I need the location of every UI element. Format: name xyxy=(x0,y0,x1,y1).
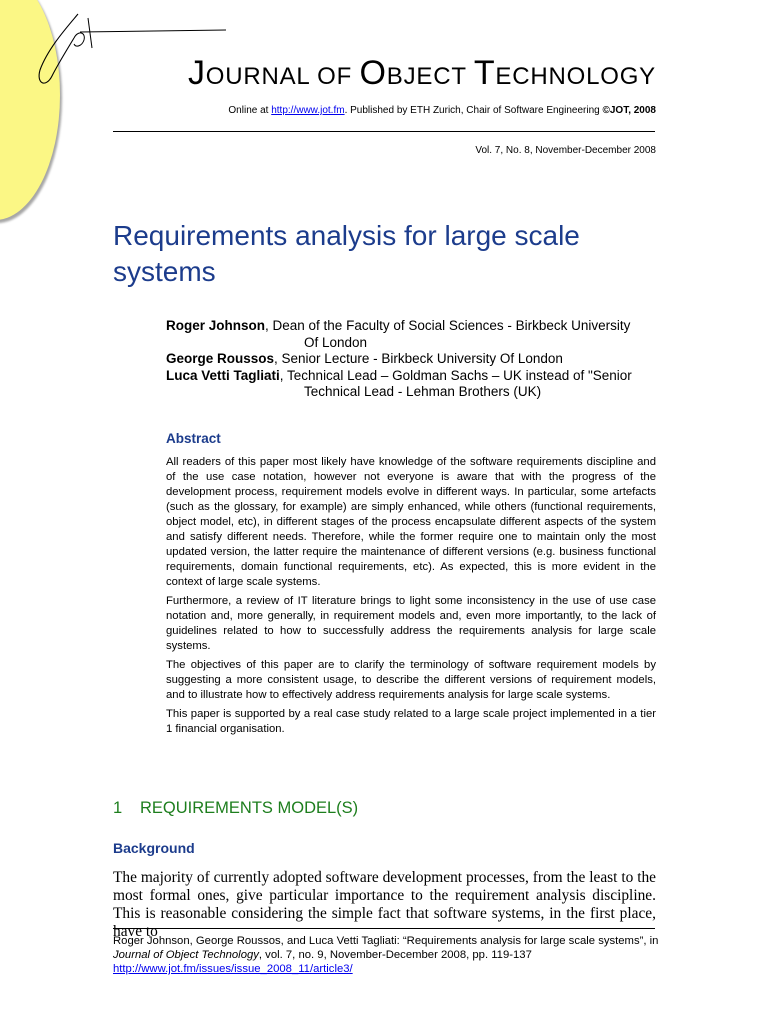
volume-issue: Vol. 7, No. 8, November-December 2008 xyxy=(475,145,656,156)
abstract-paragraph: All readers of this paper most likely have knowledge of the software requirements discipline and of the use case notation, however not everyone is aware that with the progress of the development process, requirement models evolve in different ways. In particular, some artefacts (such as the glossary, for example) are simply enhanced, while others (functional requirements, object model, etc), in different stages of the process encapsulate different aspects of the system and satisfy different needs. Therefore, while the former require one to maintain only the most updated version, the latter require the maintenance of different versions (e.g. business functional requirements, domain functional requirements, etc). As expected, this is more evident in the context of large scale systems. xyxy=(166,456,656,588)
journal-title-word-1: JOURNAL OF xyxy=(187,54,360,92)
abstract-paragraph: This paper is supported by a real case study related to a large scale project implemented in a tier 1 financial organisation. xyxy=(166,708,656,735)
paper-title: Requirements analysis for large scale systems xyxy=(113,220,580,287)
subsection-heading: Background xyxy=(113,840,195,856)
author-entry: Roger Johnson, Dean of the Faculty of Social Sciences - Birkbeck University Of London xyxy=(166,318,631,350)
abstract-body xyxy=(166,455,656,741)
author-entry: Luca Vetti Tagliati, Technical Lead – Goldman Sachs – UK instead of "Senior Technical Lead - Lehman Brothers (UK) xyxy=(166,367,632,399)
citation-footer: Roger Johnson, George Roussos, and Luca Vetti Tagliati: “Requirements analysis for large scale systems”, in Journal of Object Technology, vol. 7, no. 9, November-December 2008, pp. 119-137 http://www.jot.fm/issues/issue_2008_11/article3/ xyxy=(113,935,659,975)
author-list xyxy=(166,318,666,401)
journal-name-italic: Journal of Object Technology xyxy=(113,949,259,961)
copyright-notice: ©JOT, 2008 xyxy=(602,105,656,116)
journal-title xyxy=(188,54,656,93)
section-heading xyxy=(113,799,358,818)
footer-divider xyxy=(113,928,655,929)
article-link[interactable]: http://www.jot.fm/issues/issue_2008_11/article3/ xyxy=(113,963,353,975)
abstract-heading: Abstract xyxy=(166,431,221,446)
journal-title-word-2: OBJECT xyxy=(359,54,474,92)
journal-website-link[interactable]: http://www.jot.fm xyxy=(271,105,345,116)
section-number: 1 xyxy=(113,799,123,817)
abstract-paragraph: Furthermore, a review of IT literature brings to light some inconsistency in the use of use case notation and, more generally, in requirement models and, even more importantly, to the lack of guidelines related to how to successfully address the requirements analysis for large scale systems. xyxy=(166,595,656,652)
body-paragraph: The majority of currently adopted software development processes, from the least to the most formal ones, give particular importance to the requirement analysis discipline. This is reasonable considering the simple fact that software systems, in the first place, have to xyxy=(113,869,656,940)
header-divider xyxy=(113,131,655,132)
abstract-paragraph: The objectives of this paper are to clarify the terminology of software requirement models by suggesting a more consistent usage, to describe the different versions of requirement models, and to illustrate how to effectively address requirements analysis for large scale systems. xyxy=(166,659,656,701)
section-title: REQUIREMENTS MODEL(S) xyxy=(140,799,359,817)
publication-info: Online at http://www.jot.fm. Published by ETH Zurich, Chair of Software Engineering ©JOT, 2008 xyxy=(228,105,656,116)
author-entry: George Roussos, Senior Lecture - Birkbeck University Of London xyxy=(166,351,563,366)
journal-title-word-3: TECHNOLOGY xyxy=(473,54,656,92)
